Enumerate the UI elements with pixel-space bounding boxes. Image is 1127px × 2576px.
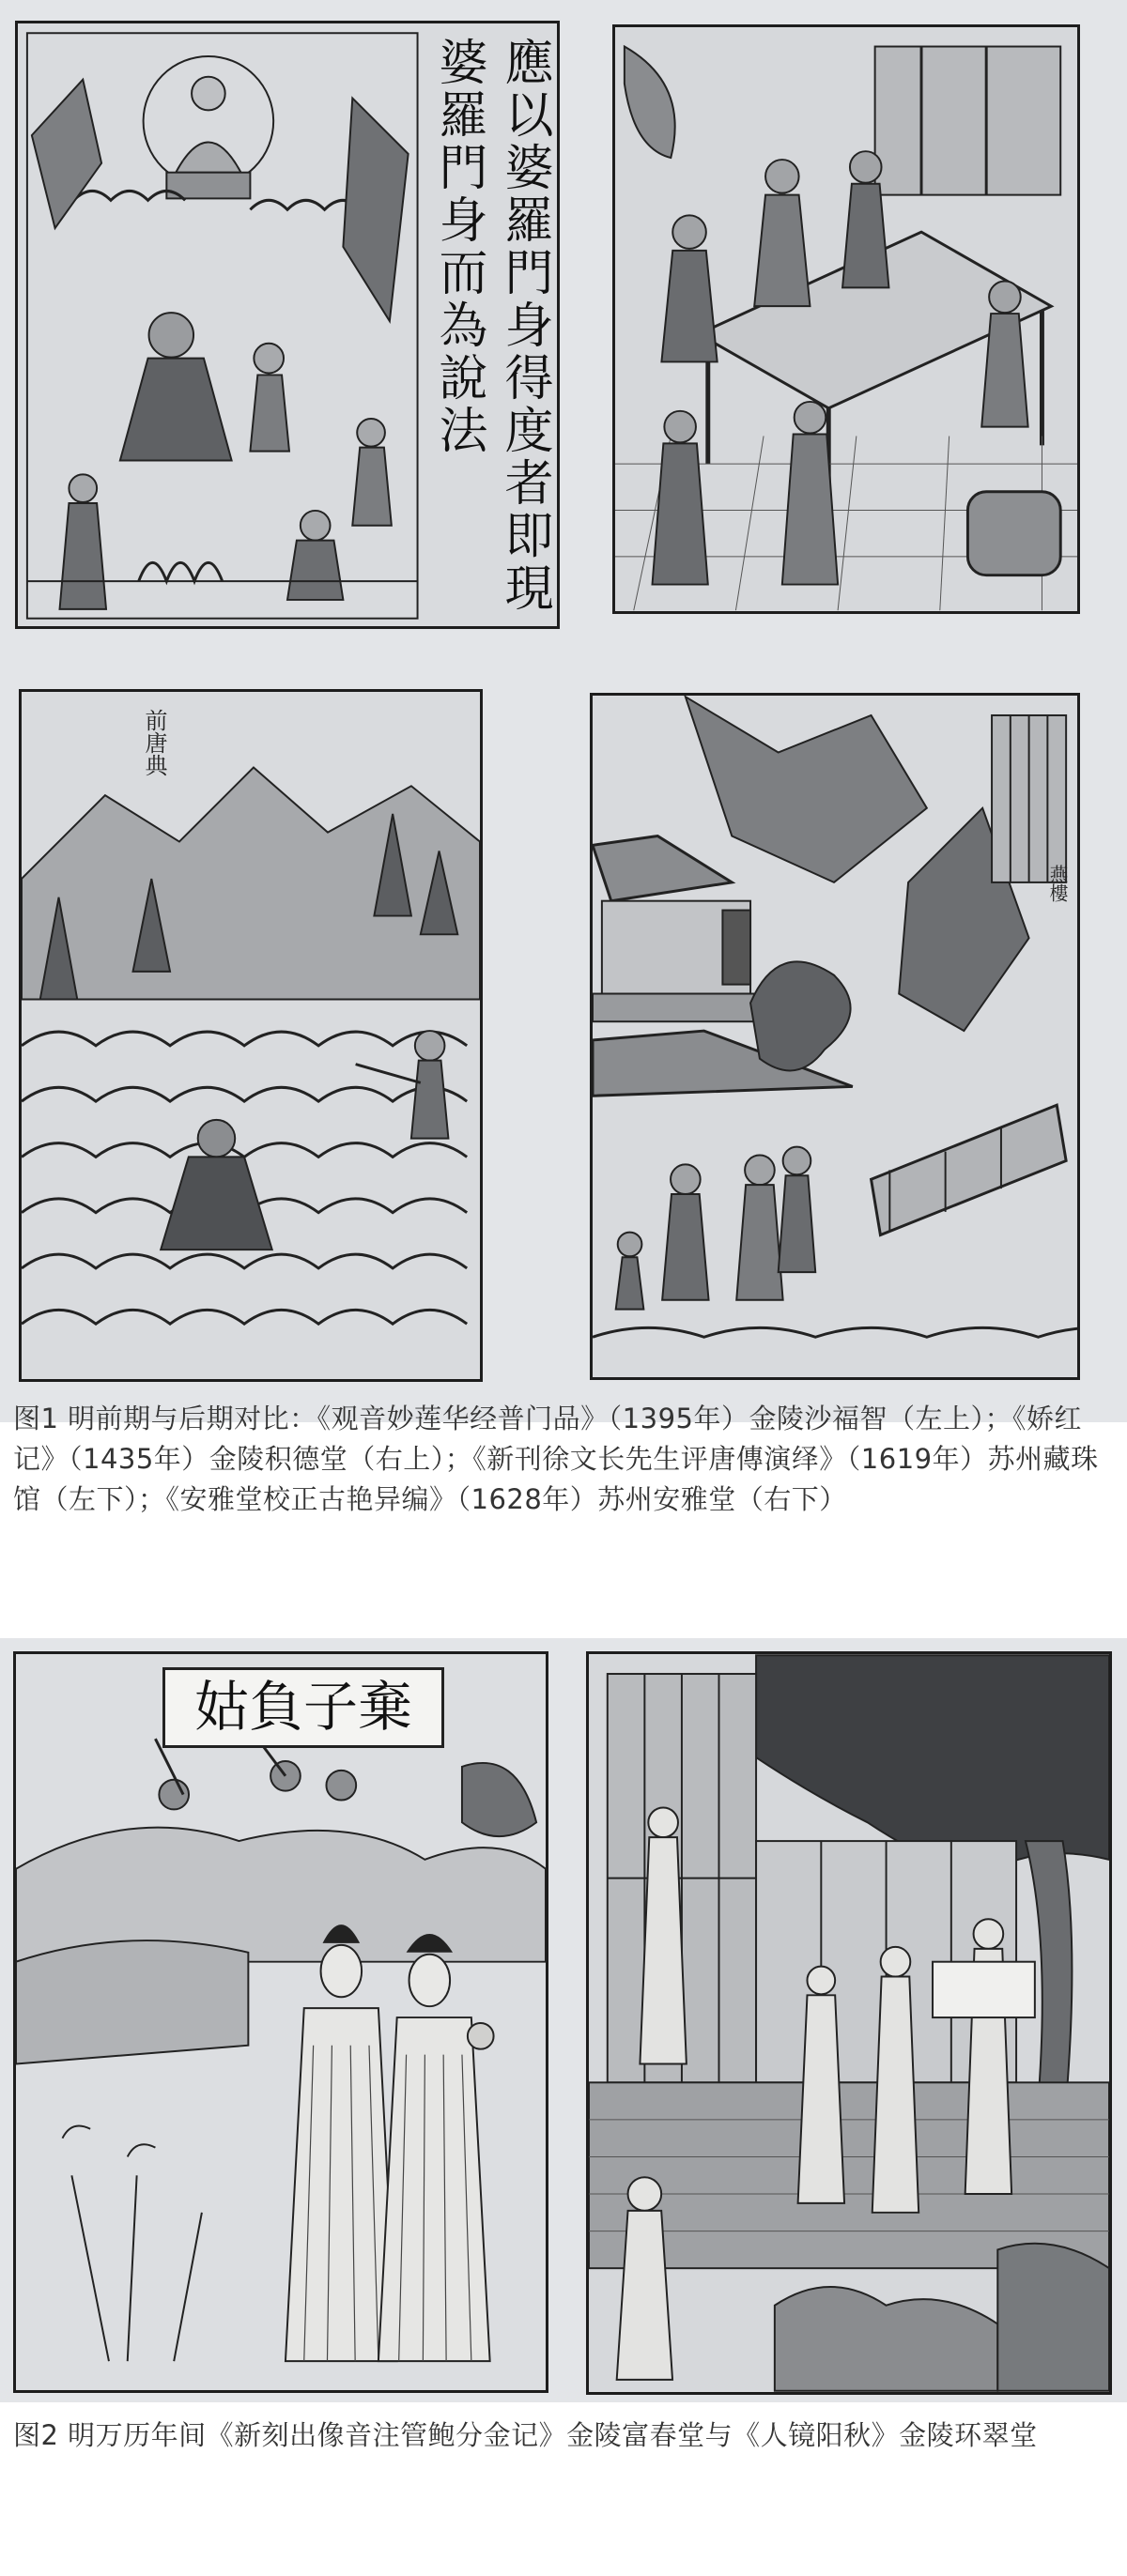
guanyin-text-line2: 婆羅門身而為說法 — [430, 37, 486, 457]
woodcut-guanbao-panel — [13, 1651, 548, 2393]
pavilion-tower-sign: 燕樓 — [1046, 865, 1069, 902]
figure-1-caption: 图1 明前期与后期对比：《观音妙莲华经普门品》（1395年）金陵沙福智（左上）；《娇红记》（1435年）金陵积德堂（右上）；《新刊徐文长先生评唐傳演绎》（1619年）苏州藏珠馆（左下）；《安雅堂校正古艳异编》（1628年）苏州安雅堂（右下） — [13, 1403, 1099, 1515]
guanbao-title-plate: 姑負子棄 — [162, 1667, 444, 1748]
woodcut-pavilion-illustration — [593, 696, 1077, 1377]
woodcut-river-battle-panel — [19, 689, 483, 1382]
woodcut-jiaohong-panel — [612, 24, 1080, 614]
woodcut-river-battle-illustration — [22, 692, 480, 1379]
woodcut-renjing-illustration — [589, 1654, 1109, 2392]
figure-2 — [0, 1638, 1127, 2451]
woodcut-renjing-panel — [586, 1651, 1112, 2395]
woodcut-pavilion-panel — [590, 693, 1080, 1380]
woodcut-jiaohong-illustration — [615, 27, 1077, 611]
river-battle-inscription: 前唐典 — [141, 709, 167, 776]
woodcut-guanyin-panel — [15, 21, 560, 629]
figure-2-caption: 图2 明万历年间《新刻出像音注管鲍分金记》金陵富春堂与《人镜阳秋》金陵环翠堂 — [13, 2419, 1038, 2451]
woodcut-guanbao-illustration — [16, 1654, 546, 2390]
guanyin-text-line1: 應以婆羅門身得度者即現 — [496, 37, 552, 615]
